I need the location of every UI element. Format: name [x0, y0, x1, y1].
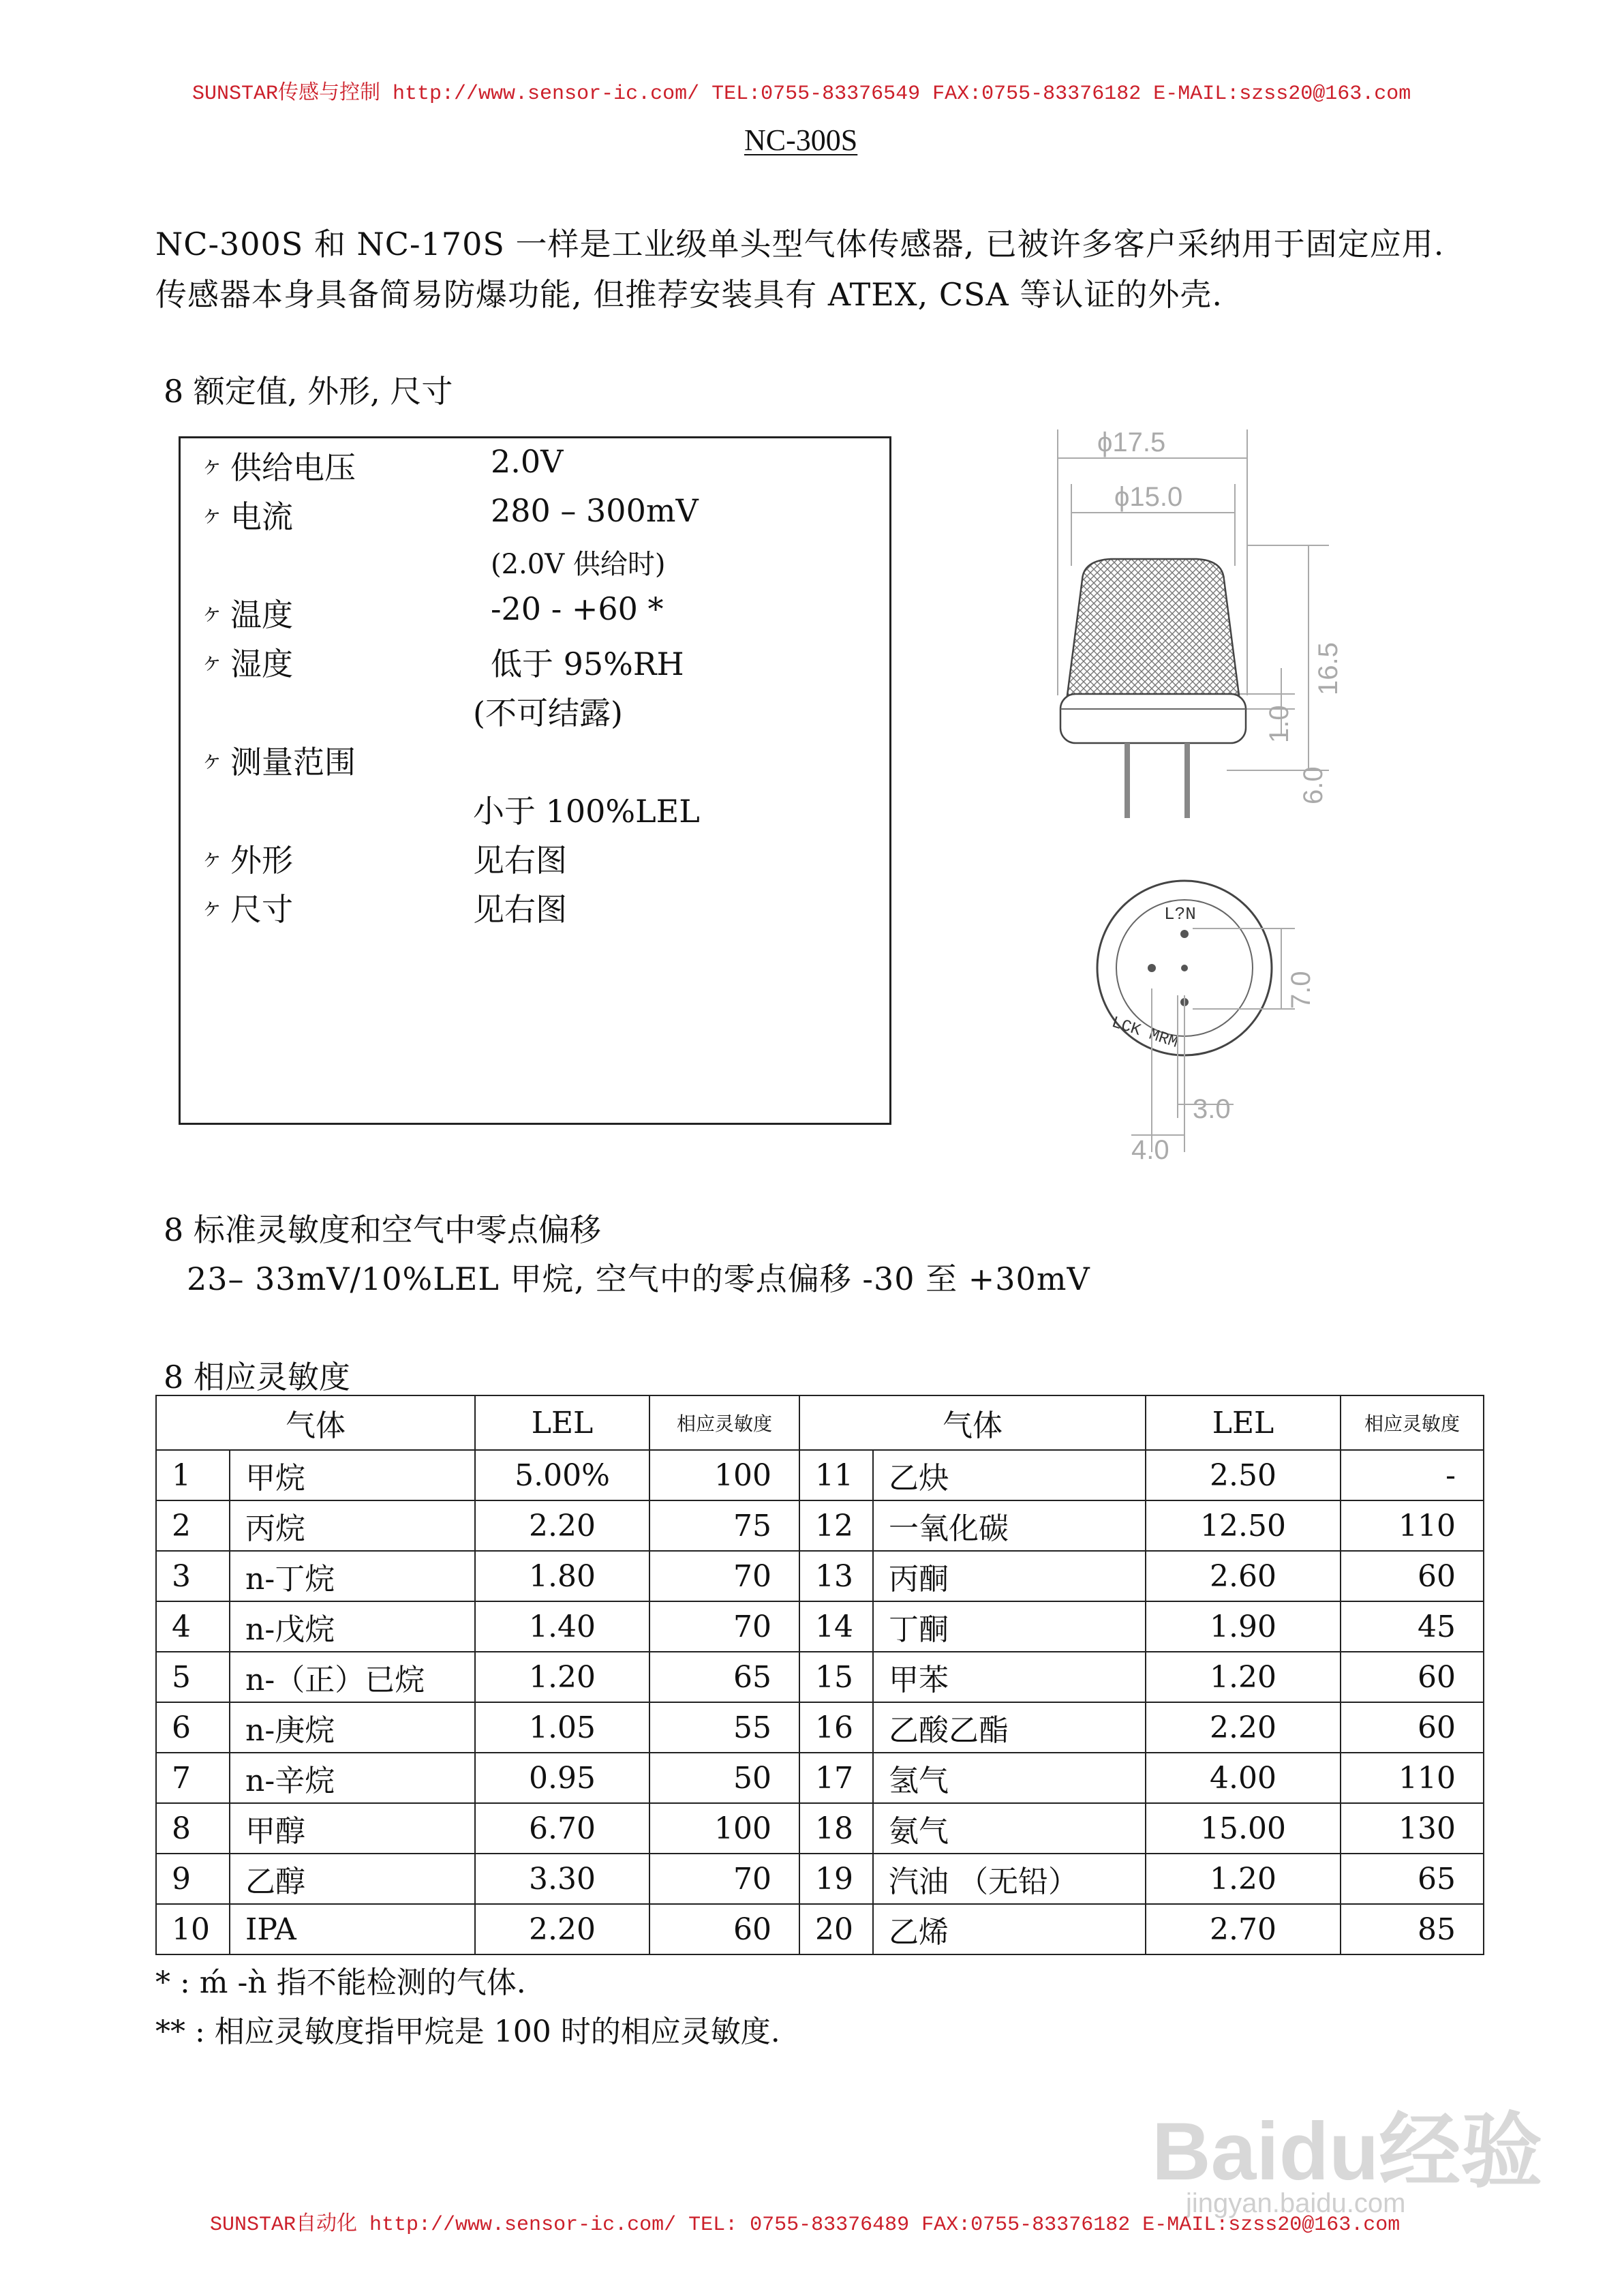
- table-row: [156, 1904, 1484, 1954]
- gas-lel: 0.95: [475, 1753, 649, 1803]
- dim-label: [1193, 1094, 1231, 1124]
- bullet-icon: ヶ: [200, 501, 224, 528]
- note-relative-sensitivity: ** : 相应灵敏度指甲烷是 100 时的相应灵敏度.: [155, 2014, 780, 2049]
- gas-number: 19: [799, 1854, 873, 1904]
- gas-sensitivity: 70: [649, 1551, 799, 1601]
- gas-sensitivity: 130: [1341, 1803, 1484, 1854]
- table-row: [156, 1601, 1484, 1652]
- note-undetectable: * : ḿ -ǹ 指不能检测的气体.: [155, 1965, 526, 2000]
- table-row: [156, 1803, 1484, 1854]
- gas-sensitivity: 100: [649, 1450, 799, 1500]
- svg-text:4.0: 4.0: [1131, 1135, 1169, 1165]
- bullet-icon: ヶ: [200, 845, 224, 872]
- gas-number: 13: [799, 1551, 873, 1601]
- gas-name: n-辛烷: [230, 1753, 475, 1803]
- gas-lel: 1.90: [1146, 1601, 1341, 1652]
- gas-sensitivity: 65: [649, 1652, 799, 1702]
- spec-note-humidity: (不可结露): [473, 695, 623, 731]
- svg-text:ϕ17.5: ϕ17.5: [1097, 427, 1166, 457]
- gas-number: 12: [799, 1500, 873, 1551]
- gas-sensitivity: 70: [649, 1854, 799, 1904]
- gas-sensitivity: 65: [1341, 1854, 1484, 1904]
- bullet-icon: ヶ: [200, 746, 224, 774]
- gas-name: n-戊烷: [230, 1601, 475, 1652]
- gas-name: 乙炔: [873, 1450, 1146, 1500]
- gas-lel: 2.20: [475, 1904, 649, 1954]
- gas-number: 17: [799, 1753, 873, 1803]
- page-header: SUNSTAR传感与控制 http://www.sensor-ic.com/ TEL:0755-83376549 FAX:0755-83376182 E-MAIL:szss20@163.com: [192, 82, 1411, 106]
- gas-number: 15: [799, 1652, 873, 1702]
- gas-sensitivity: 45: [1341, 1601, 1484, 1652]
- gas-name: 氨气: [873, 1803, 1146, 1854]
- gas-sensitivity: 55: [649, 1702, 799, 1753]
- intro-line-1: NC-300S 和 NC-170S 一样是工业级单头型气体传感器, 已被许多客户采纳用于固定应用.: [155, 226, 1445, 262]
- gas-lel: 2.60: [1146, 1551, 1341, 1601]
- bullet-icon: ヶ: [200, 894, 224, 921]
- gas-number: 6: [156, 1702, 230, 1753]
- gas-number: 7: [156, 1753, 230, 1803]
- col-header-gas: 气体: [799, 1395, 1146, 1450]
- gas-lel: 1.05: [475, 1702, 649, 1753]
- svg-text:ϕ15.0: ϕ15.0: [1114, 482, 1183, 512]
- gas-number: 11: [799, 1450, 873, 1500]
- section-ratings-heading: 8 额定值, 外形, 尺寸: [164, 373, 453, 410]
- bullet-icon: ヶ: [200, 599, 224, 626]
- sensor-dimension-drawing: [1022, 409, 1377, 1173]
- svg-text:3.0: 3.0: [1193, 1094, 1231, 1124]
- gas-lel: 1.20: [1146, 1854, 1341, 1904]
- gas-number: 16: [799, 1702, 873, 1753]
- relative-sensitivity-table: [155, 1395, 1484, 1955]
- gas-lel: 2.20: [1146, 1702, 1341, 1753]
- gas-name: 甲苯: [873, 1652, 1146, 1702]
- gas-name: n-（正）已烷: [230, 1652, 475, 1702]
- gas-number: 20: [799, 1904, 873, 1954]
- gas-name: 乙醇: [230, 1854, 475, 1904]
- svg-text:6.0: 6.0: [1298, 766, 1328, 804]
- gas-number: 4: [156, 1601, 230, 1652]
- gas-sensitivity: 60: [649, 1904, 799, 1954]
- gas-name: 乙烯: [873, 1904, 1146, 1954]
- table-row: [156, 1854, 1484, 1904]
- gas-name: IPA: [230, 1904, 475, 1954]
- col-header-sensitivity: 相应灵敏度: [1341, 1395, 1484, 1450]
- gas-lel: 1.20: [475, 1652, 649, 1702]
- dim-label: [1114, 482, 1182, 512]
- dim-label: [1097, 427, 1165, 457]
- table-row: [156, 1551, 1484, 1601]
- table-row: [156, 1753, 1484, 1803]
- gas-lel: 2.70: [1146, 1904, 1341, 1954]
- gas-name: 甲醇: [230, 1803, 475, 1854]
- col-header-lel: LEL: [1146, 1395, 1341, 1450]
- gas-sensitivity: 60: [1341, 1652, 1484, 1702]
- dim-label: [1298, 766, 1328, 804]
- gas-sensitivity: 85: [1341, 1904, 1484, 1954]
- gas-name: 乙酸乙酯: [873, 1702, 1146, 1753]
- gas-number: 3: [156, 1551, 230, 1601]
- page-title: NC-300S: [744, 123, 858, 157]
- gas-name: n-庚烷: [230, 1702, 475, 1753]
- gas-name: n-丁烷: [230, 1551, 475, 1601]
- gas-lel: 3.30: [475, 1854, 649, 1904]
- svg-text:16.5: 16.5: [1313, 642, 1343, 695]
- gas-name: 丙烷: [230, 1500, 475, 1551]
- gas-name: 汽油 （无铅）: [873, 1854, 1146, 1904]
- col-header-gas: 气体: [156, 1395, 475, 1450]
- spec-value-voltage: 2.0V: [491, 443, 564, 480]
- table-header-row: [156, 1395, 1484, 1450]
- svg-text:1.0: 1.0: [1264, 705, 1294, 743]
- gas-lel: 2.50: [1146, 1450, 1341, 1500]
- gas-number: 2: [156, 1500, 230, 1551]
- gas-sensitivity: 60: [1341, 1702, 1484, 1753]
- col-header-lel: LEL: [475, 1395, 649, 1450]
- baidu-watermark-logo: Baidu经验: [1152, 2106, 1543, 2197]
- gas-number: 14: [799, 1601, 873, 1652]
- gas-lel: 2.20: [475, 1500, 649, 1551]
- bullet-icon: ヶ: [200, 648, 224, 676]
- svg-text:L?N: L?N: [1164, 904, 1196, 924]
- section-sensitivity-text: 23– 33mV/10%LEL 甲烷, 空气中的零点偏移 -30 至 +30mV: [187, 1260, 1090, 1297]
- spec-value-size: 见右图: [473, 891, 567, 928]
- svg-text:7.0: 7.0: [1286, 971, 1316, 1009]
- spec-label-size: 尺寸: [230, 891, 293, 928]
- gas-name: 一氧化碳: [873, 1500, 1146, 1551]
- gas-name: 丁酮: [873, 1601, 1146, 1652]
- spec-value-shape: 见右图: [473, 842, 567, 879]
- dim-label: [1313, 642, 1343, 695]
- gas-sensitivity: 100: [649, 1803, 799, 1854]
- gas-sensitivity: 70: [649, 1601, 799, 1652]
- gas-name: 甲烷: [230, 1450, 475, 1500]
- spec-label-temperature: 温度: [230, 596, 293, 633]
- spec-label-current: 电流: [230, 498, 293, 535]
- gas-number: 10: [156, 1904, 230, 1954]
- spec-label-humidity: 湿度: [230, 646, 293, 682]
- gas-lel: 1.80: [475, 1551, 649, 1601]
- spec-note-range: 小于 100%LEL: [473, 793, 700, 830]
- table-row: [156, 1450, 1484, 1500]
- gas-lel: 15.00: [1146, 1803, 1341, 1854]
- gas-sensitivity: 75: [649, 1500, 799, 1551]
- table-row: [156, 1702, 1484, 1753]
- gas-number: 1: [156, 1450, 230, 1500]
- section-sensitivity-heading: 8 标准灵敏度和空气中零点偏移: [164, 1211, 601, 1248]
- gas-lel: 6.70: [475, 1803, 649, 1854]
- dim-label: [1131, 1135, 1169, 1165]
- baidu-watermark-url: jingyan.baidu.com: [1186, 2188, 1406, 2218]
- page-footer: SUNSTAR自动化 http://www.sensor-ic.com/ TEL: 0755-83376489 FAX:0755-83376182 E-MAIL:szss20@163.com: [210, 2214, 1401, 2237]
- col-header-sensitivity: 相应灵敏度: [649, 1395, 799, 1450]
- gas-number: 9: [156, 1854, 230, 1904]
- spec-value-temperature: -20 - +60 *: [491, 590, 664, 627]
- gas-lel: 5.00%: [475, 1450, 649, 1500]
- gas-lel: 4.00: [1146, 1753, 1341, 1803]
- table-row: [156, 1652, 1484, 1702]
- gas-number: 18: [799, 1803, 873, 1854]
- spec-note-current: (2.0V 供给时): [491, 549, 666, 580]
- spec-value-current: 280 – 300mV: [491, 492, 699, 529]
- gas-sensitivity: 50: [649, 1753, 799, 1803]
- spec-label-range: 测量范围: [230, 744, 356, 781]
- intro-line-2: 传感器本身具备简易防爆功能, 但推荐安装具有 ATEX, CSA 等认证的外壳.: [155, 276, 1223, 313]
- gas-sensitivity: 110: [1341, 1500, 1484, 1551]
- gas-lel: 12.50: [1146, 1500, 1341, 1551]
- pin-label-top: [1164, 904, 1196, 924]
- gas-name: 氢气: [873, 1753, 1146, 1803]
- gas-name: 丙酮: [873, 1551, 1146, 1601]
- spec-label-voltage: 供给电压: [230, 449, 356, 486]
- gas-number: 5: [156, 1652, 230, 1702]
- gas-lel: 1.40: [475, 1601, 649, 1652]
- bullet-icon: ヶ: [200, 452, 224, 479]
- spec-value-humidity: 低于 95%RH: [491, 646, 684, 682]
- gas-sensitivity: 60: [1341, 1551, 1484, 1601]
- section-relative-heading: 8 相应灵敏度: [164, 1359, 350, 1395]
- svg-text:LCK MRM: LCK MRM: [1109, 1013, 1180, 1053]
- gas-lel: 1.20: [1146, 1652, 1341, 1702]
- gas-sensitivity: -: [1341, 1450, 1484, 1500]
- gas-number: 8: [156, 1803, 230, 1854]
- dim-label: [1286, 971, 1316, 1009]
- dim-label: [1264, 705, 1294, 743]
- gas-sensitivity: 110: [1341, 1753, 1484, 1803]
- spec-label-shape: 外形: [230, 842, 293, 879]
- table-row: [156, 1500, 1484, 1551]
